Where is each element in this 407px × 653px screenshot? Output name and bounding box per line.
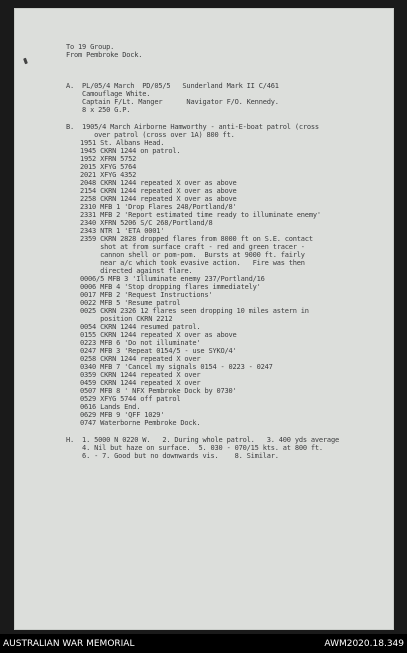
log-entry: 0340 MFB 7 'Cancel my signals 0154 - 0223 - 0247 — [80, 363, 273, 371]
log-entry: 0006 MFB 4 'Stop dropping flares immediately' — [80, 283, 261, 291]
text-line: 8 x 250 G.P. — [66, 106, 131, 114]
log-entry: 0629 MFB 9 'QFF 1029' — [80, 411, 165, 419]
log-entry: 1945 CKRN 1244 on patrol. — [80, 147, 181, 155]
text-line-from: From Pembroke Dock. — [66, 51, 143, 59]
log-entry: 0155 CKRN 1244 repeated X over as above — [80, 331, 237, 339]
log-entry: 2021 XFYG 4352 — [80, 171, 137, 179]
log-entry: 0359 CKRN 1244 repeated X over — [80, 371, 201, 379]
log-entry-continued: directed against flare. — [80, 267, 193, 275]
log-entry: 2015 XFYG 5764 — [80, 163, 137, 171]
log-entry-continued: cannon shell or pom-pom. Bursts at 9000 ft. fairly — [80, 251, 305, 259]
text-line: over patrol (cross over 1A) 800 ft. — [66, 131, 235, 139]
text-line: 6. - 7. Good but no downwards vis. 8. Similar. — [66, 452, 279, 460]
text-line-section-h: H. 1. 5000 N 0220 W. 2. During whole patrol. 3. 400 yds average — [66, 436, 339, 444]
log-entry: 0054 CKRN 1244 resumed patrol. — [80, 323, 201, 331]
log-entry: 0747 Waterborne Pembroke Dock. — [80, 419, 201, 427]
log-entry: 0025 CKRN 2326 12 flares seen dropping 10 miles astern in — [80, 307, 309, 315]
text-line-section-b: B. 1905/4 March Airborne Hamworthy - anti-E-boat patrol (cross — [66, 123, 319, 131]
footer-institution: AUSTRALIAN WAR MEMORIAL — [3, 639, 135, 649]
log-entry: 0507 MFB 8 ' NFX Pembroke Dock by 0730' — [80, 387, 237, 395]
text-line: 4. Nil but haze on surface. 5. 030 - 070/15 kts. at 800 ft. — [66, 444, 323, 452]
footer-bar — [0, 634, 407, 653]
log-entry: 2359 CKRN 2828 dropped flares from 8000 ft on S.E. contact — [80, 235, 313, 243]
text-line-to: To 19 Group. — [66, 43, 115, 51]
log-entry: 0022 MFB 5 'Resume patrol — [80, 299, 181, 307]
log-entry: 0247 MFB 3 'Repeat 0154/5 - use SYKO/4' — [80, 347, 237, 355]
log-entry: 0459 CKRN 1244 repeated X over — [80, 379, 201, 387]
log-entry: 0258 CKRN 1244 repeated X over — [80, 355, 201, 363]
text-line: Camouflage White. — [66, 90, 151, 98]
log-entry: 2343 NTR 1 'ETA 0001' — [80, 227, 165, 235]
log-entry: 0223 MFB 6 'Do not illuminate' — [80, 339, 201, 347]
text-line-section-a: A. PL/05/4 March PD/05/5 Sunderland Mark II C/461 — [66, 82, 279, 90]
log-entry: 1951 St. Albans Head. — [80, 139, 165, 147]
log-entry-continued: position CKRN 2212 — [80, 315, 173, 323]
log-entry: 0616 Lands End. — [80, 403, 141, 411]
log-entry: 1952 XFRN 5752 — [80, 155, 137, 163]
log-entry: 2331 MFB 2 'Report estimated time ready to illuminate enemy' — [80, 211, 321, 219]
log-entry-continued: shot at from surface craft - red and green tracer - — [80, 243, 305, 251]
log-entry-continued: near a/c which took evasive action. Fire was then — [80, 259, 305, 267]
log-entry: 2154 CKRN 1244 repeated X over as above — [80, 187, 237, 195]
log-entry: 2340 XFRN 5206 S/C 268/Portland/8 — [80, 219, 213, 227]
log-entry: 0006/5 MFB 3 'Illuminate enemy 237/Portland/16 — [80, 275, 265, 283]
log-entry: 2258 CKRN 1244 repeated X over as above — [80, 195, 237, 203]
text-line: Captain F/Lt. Manger Navigator F/O. Kennedy. — [66, 98, 279, 106]
log-entry: 0529 XFYG 5744 off patrol — [80, 395, 181, 403]
log-entry: 2048 CKRN 1244 repeated X over as above — [80, 179, 237, 187]
log-entry: 2310 MFB 1 'Drop Flares 248/Portland/8' — [80, 203, 237, 211]
log-entry: 0017 MFB 2 'Request Instructions' — [80, 291, 213, 299]
footer-accession-number: AWM2020.18.349 — [324, 639, 404, 649]
